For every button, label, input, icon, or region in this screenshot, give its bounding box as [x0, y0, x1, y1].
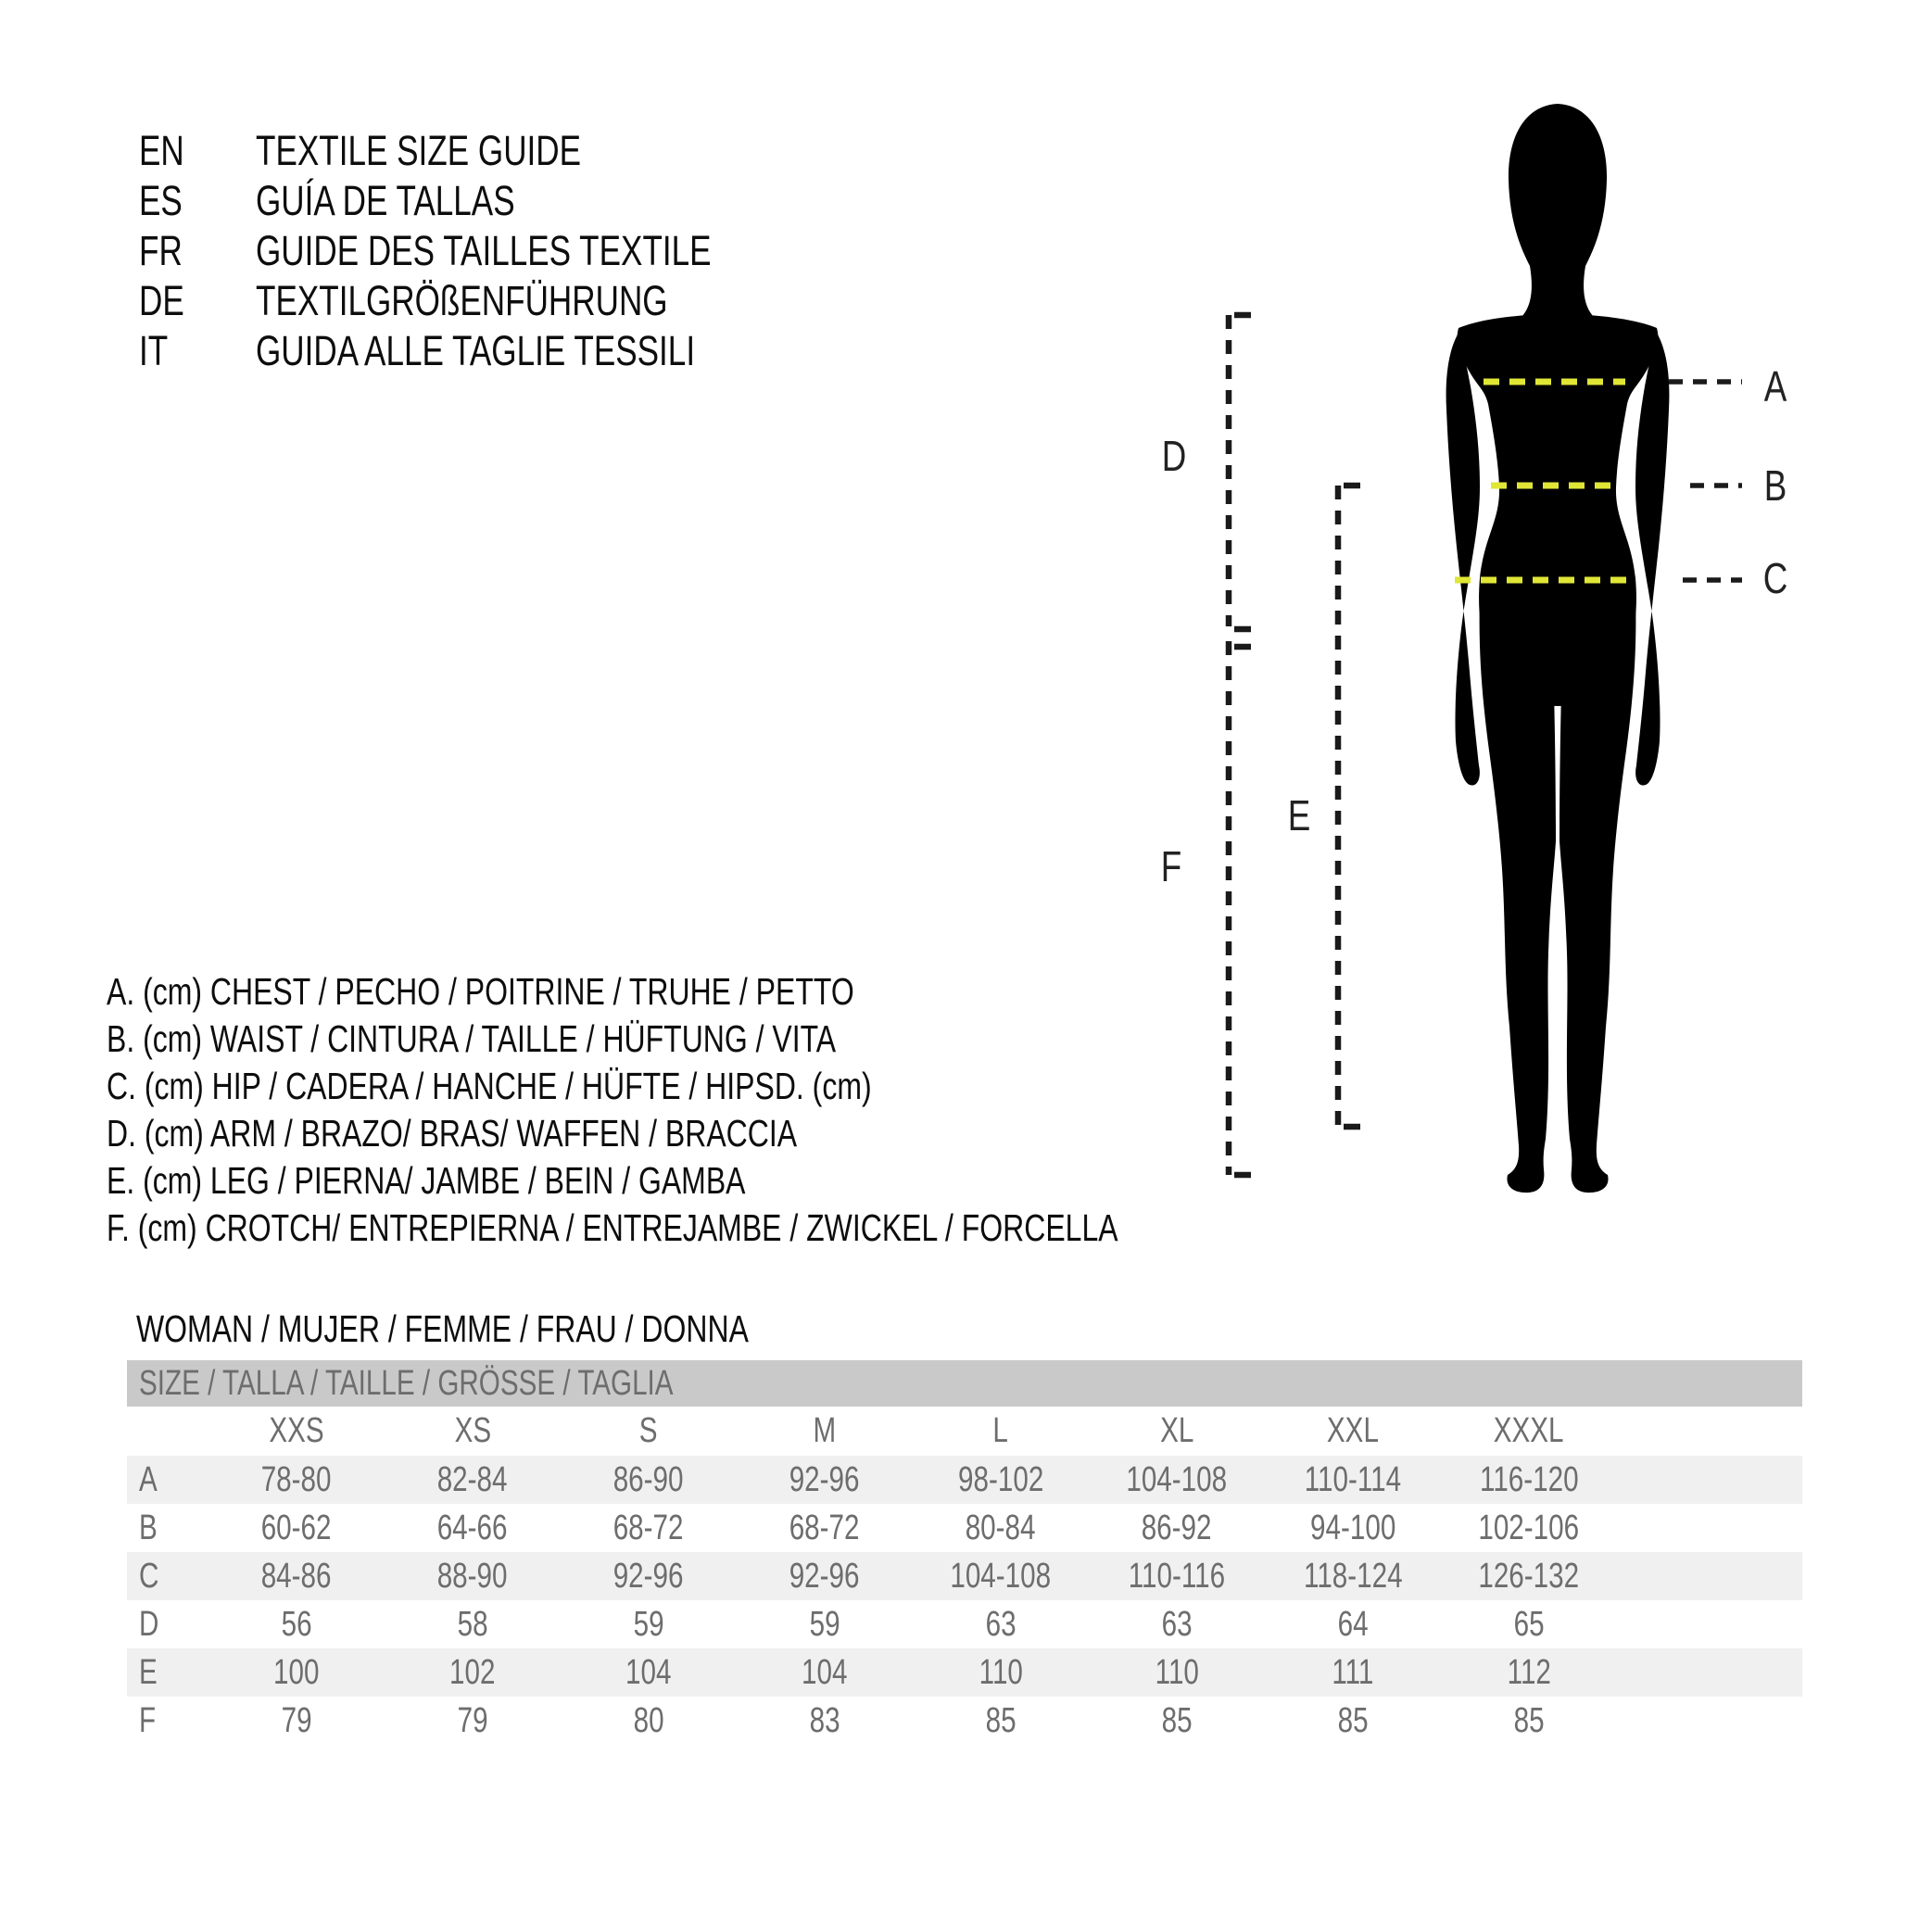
size-value: 80	[633, 1700, 664, 1740]
language-row-en	[0, 126, 840, 176]
size-header-row	[127, 1407, 1802, 1456]
size-value: 58	[457, 1604, 488, 1644]
table-row-chest	[127, 1456, 1802, 1504]
legend-text: E. (cm) LEG / PIERNA/ JAMBE / BEIN / GAMBA	[107, 1159, 746, 1202]
size-value: 111	[1332, 1652, 1374, 1692]
figure-label-waist: B	[1763, 461, 1787, 510]
size-value: 63	[985, 1604, 1017, 1644]
size-value: 86-92	[1142, 1508, 1212, 1547]
size-value: 63	[1161, 1604, 1193, 1644]
silhouette-left-arm	[1446, 330, 1480, 786]
size-col-header	[737, 1411, 913, 1451]
size-table-header-bar	[127, 1360, 1802, 1407]
size-value-cell	[208, 1605, 385, 1645]
size-value-cell	[1265, 1605, 1441, 1645]
language-row-it	[0, 326, 840, 376]
size-table-header-text: SIZE / TALLA / TAILLE / GRÖSSE / TAGLIA	[139, 1363, 674, 1403]
size-name: XXXL	[1494, 1411, 1564, 1450]
size-value-cell	[1265, 1460, 1441, 1500]
size-value-cell	[208, 1508, 385, 1548]
language-row-de	[0, 276, 840, 326]
size-value: 100	[273, 1652, 320, 1692]
language-row-es	[0, 176, 840, 226]
size-value: 59	[809, 1604, 840, 1644]
guide-title-es: GUÍA DE TALLAS	[256, 177, 515, 224]
language-row-fr	[0, 226, 840, 276]
size-name: XXS	[269, 1411, 324, 1450]
size-name: XL	[1159, 1411, 1194, 1450]
size-value: 79	[281, 1700, 312, 1740]
size-value: 110	[1155, 1652, 1199, 1692]
size-value-cell	[913, 1653, 1089, 1693]
size-value: 85	[1161, 1700, 1193, 1740]
legend-text: B. (cm) WAIST / CINTURA / TAILLE / HÜFTUNG / VITA	[107, 1017, 837, 1060]
legend-line-leg	[107, 1157, 1403, 1205]
size-value-cell	[1089, 1508, 1265, 1548]
size-value-cell	[1089, 1605, 1265, 1645]
size-value: 104-108	[950, 1556, 1052, 1596]
size-value-cell	[737, 1701, 913, 1741]
size-value: 104	[625, 1652, 672, 1692]
size-value: 116-120	[1479, 1459, 1579, 1499]
size-value: 110-116	[1128, 1556, 1226, 1596]
size-value: 78-80	[261, 1459, 332, 1499]
row-label-text: E	[139, 1652, 158, 1692]
size-value: 85	[985, 1700, 1017, 1740]
size-value-cell	[1089, 1653, 1265, 1693]
row-label-text: A	[139, 1459, 158, 1499]
row-label	[127, 1460, 208, 1500]
size-value-cell	[561, 1701, 737, 1741]
size-name: M	[813, 1411, 837, 1450]
size-value: 60-62	[261, 1508, 332, 1547]
category-title	[136, 1306, 921, 1353]
table-row-crotch	[127, 1697, 1802, 1745]
size-name: XS	[454, 1411, 491, 1450]
size-value: 126-132	[1478, 1556, 1580, 1596]
legend-line-waist	[107, 1016, 1403, 1063]
row-label-text: B	[139, 1508, 158, 1547]
size-value: 64	[1337, 1604, 1369, 1644]
size-value-cell	[208, 1557, 385, 1597]
size-value: 94-100	[1309, 1508, 1396, 1547]
size-value-cell	[913, 1508, 1089, 1548]
size-value-cell	[561, 1508, 737, 1548]
size-col-header	[1089, 1411, 1265, 1451]
size-col-header	[913, 1411, 1089, 1451]
size-value: 85	[1337, 1700, 1369, 1740]
figure-label-crotch: F	[1160, 842, 1182, 890]
guide-title-en: TEXTILE SIZE GUIDE	[256, 127, 582, 174]
figure-label-chest: A	[1763, 362, 1787, 410]
table-row-waist	[127, 1504, 1802, 1552]
size-value-cell	[385, 1557, 561, 1597]
row-label	[127, 1508, 208, 1548]
size-value: 104	[802, 1652, 848, 1692]
language-code: DE	[139, 277, 184, 324]
size-value-cell	[385, 1701, 561, 1741]
row-label	[127, 1701, 208, 1741]
size-value-cell	[1265, 1557, 1441, 1597]
category-title-text: WOMAN / MUJER / FEMME / FRAU / DONNA	[136, 1307, 749, 1350]
size-value-cell	[913, 1460, 1089, 1500]
legend-text: C. (cm) HIP / CADERA / HANCHE / HÜFTE / HIPSD. (cm)	[107, 1065, 872, 1107]
legend-text: A. (cm) CHEST / PECHO / POITRINE / TRUHE / PETTO	[107, 970, 854, 1013]
size-value-cell	[385, 1605, 561, 1645]
figure-label-arm: D	[1161, 432, 1187, 480]
size-value: 68-72	[613, 1508, 684, 1547]
size-value-cell	[737, 1557, 913, 1597]
size-value: 65	[1513, 1604, 1545, 1644]
size-value-cell	[385, 1460, 561, 1500]
size-value: 88-90	[437, 1556, 508, 1596]
table-row-arm	[127, 1600, 1802, 1648]
row-label-text: D	[139, 1604, 159, 1644]
size-col-header	[1265, 1411, 1441, 1451]
row-label	[127, 1605, 208, 1645]
size-col-header	[561, 1411, 737, 1451]
size-table	[127, 1360, 1802, 1745]
size-value: 98-102	[957, 1459, 1044, 1499]
woman-silhouette	[1446, 104, 1670, 1193]
size-value: 59	[633, 1604, 664, 1644]
size-name: L	[992, 1411, 1009, 1450]
size-value: 80-84	[966, 1508, 1036, 1547]
size-value-cell	[1441, 1701, 1617, 1741]
language-title-list	[0, 126, 840, 376]
size-value-cell	[1441, 1653, 1617, 1693]
size-value-cell	[1265, 1653, 1441, 1693]
size-value-cell	[737, 1460, 913, 1500]
measurement-legend	[107, 968, 1403, 1252]
size-value: 68-72	[789, 1508, 860, 1547]
size-value-cell	[913, 1605, 1089, 1645]
guide-title-de: TEXTILGRÖßENFÜHRUNG	[256, 277, 668, 324]
language-code: EN	[139, 127, 184, 174]
size-value: 56	[281, 1604, 312, 1644]
size-value-cell	[737, 1508, 913, 1548]
size-value: 92-96	[789, 1459, 860, 1499]
language-code: ES	[139, 177, 183, 224]
legend-text: D. (cm) ARM / BRAZO/ BRAS/ WAFFEN / BRACCIA	[107, 1112, 798, 1155]
legend-line-arm	[107, 1110, 1403, 1157]
size-value: 110-114	[1304, 1459, 1402, 1499]
size-value-cell	[1441, 1508, 1617, 1548]
row-label	[127, 1653, 208, 1693]
table-row-leg	[127, 1648, 1802, 1697]
row-label-text: C	[139, 1556, 159, 1596]
size-value: 110	[979, 1652, 1023, 1692]
guide-title-fr: GUIDE DES TAILLES TEXTILE	[256, 227, 712, 274]
size-value: 92-96	[789, 1556, 860, 1596]
size-value-cell	[913, 1701, 1089, 1741]
size-value: 84-86	[261, 1556, 332, 1596]
size-value-cell	[385, 1653, 561, 1693]
table-row-hip	[127, 1552, 1802, 1600]
size-value-cell	[1089, 1557, 1265, 1597]
size-value-cell	[561, 1557, 737, 1597]
size-name: S	[639, 1411, 658, 1450]
legend-line-crotch	[107, 1205, 1403, 1252]
legend-line-hip	[107, 1063, 1403, 1110]
size-value-cell	[385, 1508, 561, 1548]
size-value: 83	[809, 1700, 840, 1740]
size-value-cell	[561, 1460, 737, 1500]
silhouette-right-arm	[1635, 330, 1669, 786]
size-value-cell	[208, 1701, 385, 1741]
size-value: 92-96	[613, 1556, 684, 1596]
size-value-cell	[1265, 1508, 1441, 1548]
language-code: IT	[139, 327, 169, 374]
size-name: XXL	[1326, 1411, 1380, 1450]
size-value: 64-66	[437, 1508, 508, 1547]
size-value-cell	[1441, 1460, 1617, 1500]
size-value-cell	[208, 1460, 385, 1500]
size-value-cell	[561, 1605, 737, 1645]
silhouette-right-leg	[1559, 578, 1635, 1193]
size-col-header	[208, 1411, 385, 1451]
size-value-cell	[737, 1605, 913, 1645]
language-code: FR	[139, 227, 183, 274]
size-value: 82-84	[437, 1459, 508, 1499]
size-value: 118-124	[1303, 1556, 1403, 1596]
size-value-cell	[737, 1653, 913, 1693]
size-col-header	[385, 1411, 561, 1451]
guide-title-it: GUIDA ALLE TAGLIE TESSILI	[256, 327, 696, 374]
size-value: 102-106	[1478, 1508, 1580, 1547]
size-value: 104-108	[1126, 1459, 1228, 1499]
size-value-cell	[208, 1653, 385, 1693]
legend-line-chest	[107, 968, 1403, 1016]
size-value-cell	[1089, 1701, 1265, 1741]
size-value-cell	[1441, 1605, 1617, 1645]
size-value: 85	[1513, 1700, 1545, 1740]
figure-label-hip: C	[1762, 554, 1788, 602]
legend-text: F. (cm) CROTCH/ ENTREPIERNA / ENTREJAMBE / ZWICKEL / FORCELLA	[107, 1206, 1118, 1249]
size-col-header	[1441, 1411, 1617, 1451]
size-value-cell	[1441, 1557, 1617, 1597]
size-value: 86-90	[613, 1459, 684, 1499]
size-value-cell	[561, 1653, 737, 1693]
size-value-cell	[913, 1557, 1089, 1597]
row-label-text: F	[139, 1700, 157, 1740]
figure-label-leg: E	[1287, 791, 1311, 839]
silhouette-head	[1509, 104, 1607, 324]
silhouette-left-leg	[1480, 578, 1556, 1193]
size-value: 112	[1507, 1652, 1551, 1692]
size-value-cell	[1089, 1460, 1265, 1500]
size-value: 102	[449, 1652, 496, 1692]
row-label	[127, 1557, 208, 1597]
size-value: 79	[457, 1700, 488, 1740]
size-value-cell	[1265, 1701, 1441, 1741]
